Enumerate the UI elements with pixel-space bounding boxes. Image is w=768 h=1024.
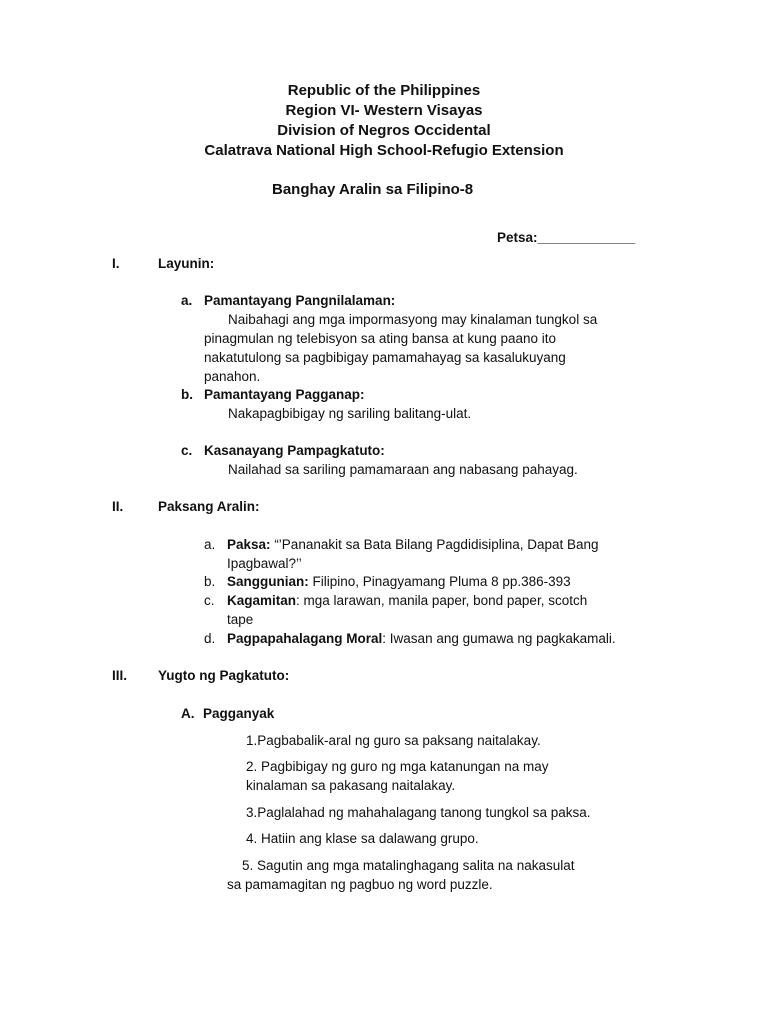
paksa-text: “’Pananakit sa Bata Bilang Pagdidisiplina, Dapat Bang <box>274 537 599 552</box>
pagganyak-step: 5. Sagutin ang mga matalinghagang salita na nakasulat <box>242 858 575 873</box>
pagganyak-heading: Pagganyak <box>203 706 275 721</box>
section3-heading: Yugto ng Pagkatuto: <box>158 668 290 683</box>
sanggunian-line <box>227 573 571 591</box>
item-letter: b. <box>181 387 193 402</box>
header-school: Calatrava National High School-Refugio Extension <box>204 142 564 159</box>
sanggunian-label: Sanggunian: <box>227 574 309 589</box>
item-letter: a. <box>181 293 193 308</box>
sanggunian-text: Filipino, Pinagyamang Pluma 8 pp.386-393 <box>312 574 571 589</box>
pagganyak-step: 1.Pagbabalik-aral ng guro sa paksang naitalakay. <box>246 733 541 748</box>
paragraph-line: Naibahagi ang mga impormasyong may kinalaman tungkol sa <box>228 312 598 327</box>
paksa-label: Paksa: <box>227 537 271 552</box>
pagpapahalagang-moral-line <box>227 630 616 648</box>
paragraph-line: Nailahad sa sariling pamamaraan ang nabasang pahayag. <box>228 462 578 477</box>
petsa-blank: _____________ <box>537 230 636 245</box>
pagpapahalagang-moral-label: Pagpapahalagang Moral <box>227 631 383 646</box>
kagamitan-label: Kagamitan <box>227 593 297 608</box>
kasanayang-pampagkatuto-heading: Kasanayang Pampagkatuto: <box>204 443 385 458</box>
header-division: Division of Negros Occidental <box>277 122 491 139</box>
section1-numeral: I. <box>112 256 120 271</box>
subsection-letter: A. <box>181 706 195 721</box>
item-letter: b. <box>204 574 216 589</box>
kagamitan-line <box>227 592 587 610</box>
paksa-line <box>227 536 599 554</box>
paksa-continuation: Ipagbawal?’’ <box>227 556 302 571</box>
pamantayang-pangnilalaman-heading: Pamantayang Pangnilalaman: <box>204 293 396 308</box>
paragraph-line: pinagmulan ng telebisyon sa ating bansa at kung paano ito <box>204 331 557 346</box>
section2-numeral: II. <box>112 499 124 514</box>
pagganyak-step: 3.Paglalahad ng mahahalagang tanong tungkol sa paksa. <box>246 805 591 820</box>
pamantayang-pagganap-heading: Pamantayang Pagganap: <box>204 387 365 402</box>
section3-numeral: III. <box>112 668 128 683</box>
pagpapahalagang-moral-text: : Iwasan ang gumawa ng pagkakamali. <box>382 631 616 646</box>
item-letter: a. <box>204 537 216 552</box>
pagganyak-step-continuation: kinalaman sa pakasang naitalakay. <box>246 778 456 793</box>
pagganyak-step: 2. Pagbibigay ng guro ng mga katanungan na may <box>246 759 549 774</box>
pagganyak-step-continuation: sa pamamagitan ng pagbuo ng word puzzle. <box>227 877 493 892</box>
section2-heading: Paksang Aralin: <box>158 499 260 514</box>
item-letter: d. <box>204 631 216 646</box>
header-region: Region VI- Western Visayas <box>285 102 483 119</box>
section1-heading: Layunin: <box>158 256 215 271</box>
document-title: Banghay Aralin sa Filipino-8 <box>272 181 474 198</box>
petsa-label: Petsa: <box>497 230 538 245</box>
pagganyak-step: 4. Hatiin ang klase sa dalawang grupo. <box>246 831 479 846</box>
paragraph-line: nakatutulong sa pagbibigay pamamahayag sa kasalukuyang <box>204 350 566 365</box>
petsa-field <box>497 229 635 247</box>
paragraph-line: panahon. <box>204 369 261 384</box>
kagamitan-text: : mga larawan, manila paper, bond paper, scotch <box>296 593 588 608</box>
paragraph-line: Nakapagbibigay ng sariling balitang-ulat. <box>228 406 472 421</box>
item-letter: c. <box>204 593 215 608</box>
kagamitan-continuation: tape <box>227 612 254 627</box>
header-republic: Republic of the Philippines <box>287 82 481 99</box>
item-letter: c. <box>181 443 193 458</box>
